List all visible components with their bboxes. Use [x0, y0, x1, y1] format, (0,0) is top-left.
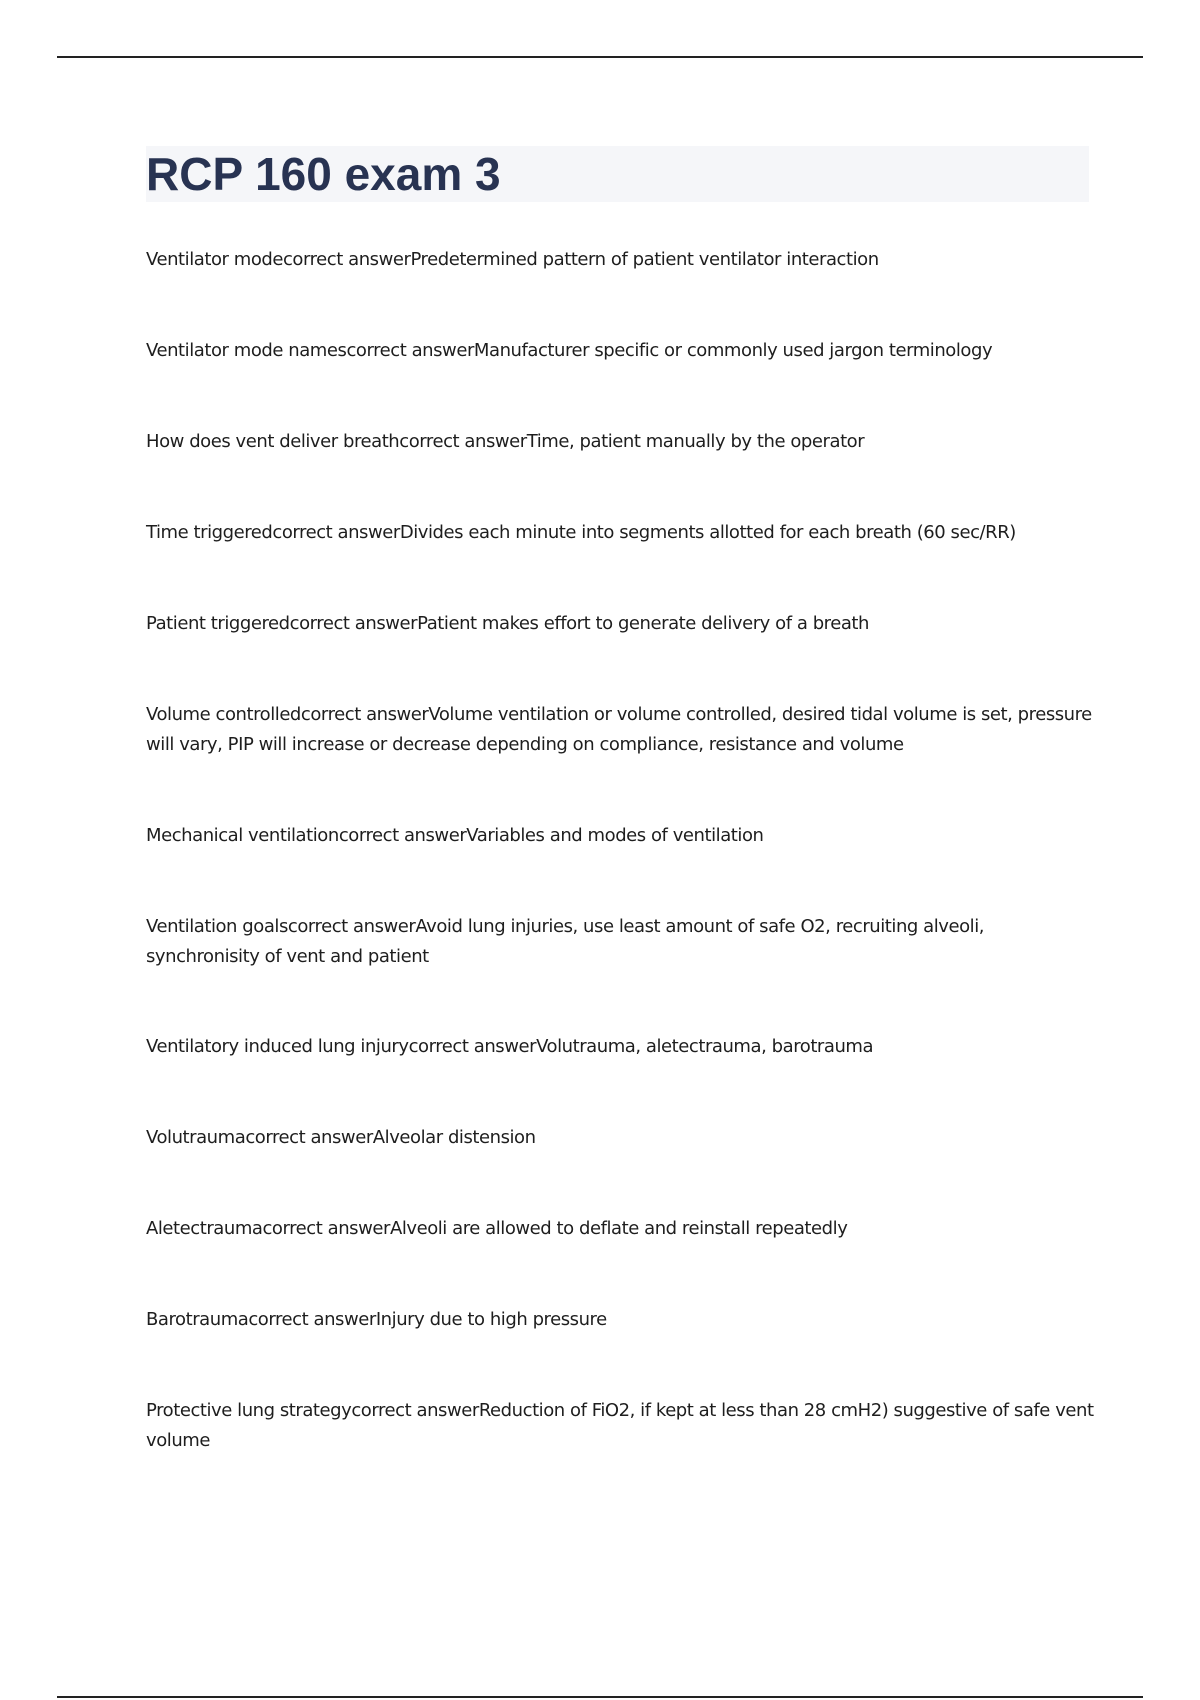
qa-answer: Variables and modes of ventilation	[466, 825, 764, 846]
qa-item	[146, 609, 869, 639]
qa-item	[146, 518, 1016, 548]
bottom-divider	[57, 1696, 1143, 1698]
qa-separator: correct answer	[351, 1400, 479, 1421]
qa-item	[146, 1396, 1096, 1456]
qa-item	[146, 1123, 536, 1153]
qa-term: Barotrauma	[146, 1309, 249, 1330]
qa-separator: correct answer	[262, 1218, 390, 1239]
qa-separator: correct answer	[408, 1036, 537, 1057]
qa-answer: Alveolar distension	[372, 1127, 536, 1148]
qa-separator: correct answer	[272, 522, 400, 543]
qa-item	[146, 1305, 607, 1335]
qa-separator: correct answer	[399, 431, 527, 452]
qa-separator: correct answer	[245, 1127, 373, 1148]
qa-item	[146, 427, 864, 457]
qa-separator: correct answer	[289, 613, 418, 634]
qa-item	[146, 912, 1096, 972]
qa-answer: Volume ventilation or volume controlled, desired tidal volume is set, pressure will vary, PIP will increase or decrease depending on compliance, resistance and volume	[146, 704, 1092, 755]
qa-answer: Manufacturer specific or commonly used jargon terminology	[473, 340, 993, 361]
qa-separator: correct answer	[287, 916, 416, 937]
qa-answer: Injury due to high pressure	[375, 1309, 607, 1330]
qa-item	[146, 1214, 847, 1244]
qa-answer: Patient makes effort to generate delivery of a breath	[417, 613, 870, 634]
qa-term: Mechanical ventilation	[146, 825, 339, 846]
qa-separator: correct answer	[346, 340, 474, 361]
qa-term: Aletectrauma	[146, 1218, 263, 1239]
qa-answer: Divides each minute into segments allotted for each breath (60 sec/RR)	[399, 522, 1016, 543]
qa-item	[146, 245, 879, 275]
qa-answer: Volutrauma, aletectrauma, barotrauma	[536, 1036, 874, 1057]
qa-term: Ventilator mode names	[146, 340, 347, 361]
qa-term: Ventilator mode	[146, 249, 283, 270]
qa-separator: correct answer	[338, 825, 467, 846]
qa-answer: Avoid lung injuries, use least amount of safe O2, recruiting alveoli, synchronisity of vent and patient	[146, 916, 985, 967]
qa-separator: correct answer	[248, 1309, 376, 1330]
qa-term: Volutrauma	[146, 1127, 246, 1148]
qa-term: How does vent deliver breath	[146, 431, 400, 452]
qa-item	[146, 700, 1096, 760]
qa-answer: Alveoli are allowed to deflate and reinstall repeatedly	[389, 1218, 848, 1239]
qa-term: Volume controlled	[146, 704, 301, 725]
qa-term: Protective lung strategy	[146, 1400, 352, 1421]
qa-answer: Reduction of FiO2, if kept at less than 28 cmH2) suggestive of safe vent volume	[146, 1400, 1094, 1451]
qa-answer: Time, patient manually by the operator	[526, 431, 865, 452]
qa-term: Time triggered	[146, 522, 273, 543]
top-divider	[57, 56, 1143, 58]
qa-term: Ventilation goals	[146, 916, 288, 937]
qa-answer: Predetermined pattern of patient ventilator interaction	[410, 249, 879, 270]
qa-separator: correct answer	[282, 249, 411, 270]
qa-term: Ventilatory induced lung injury	[146, 1036, 409, 1057]
qa-item	[146, 1032, 873, 1062]
qa-item	[146, 821, 763, 851]
document-title: RCP 160 exam 3	[146, 148, 501, 200]
qa-separator: correct answer	[300, 704, 429, 725]
qa-item	[146, 336, 992, 366]
qa-term: Patient triggered	[146, 613, 290, 634]
